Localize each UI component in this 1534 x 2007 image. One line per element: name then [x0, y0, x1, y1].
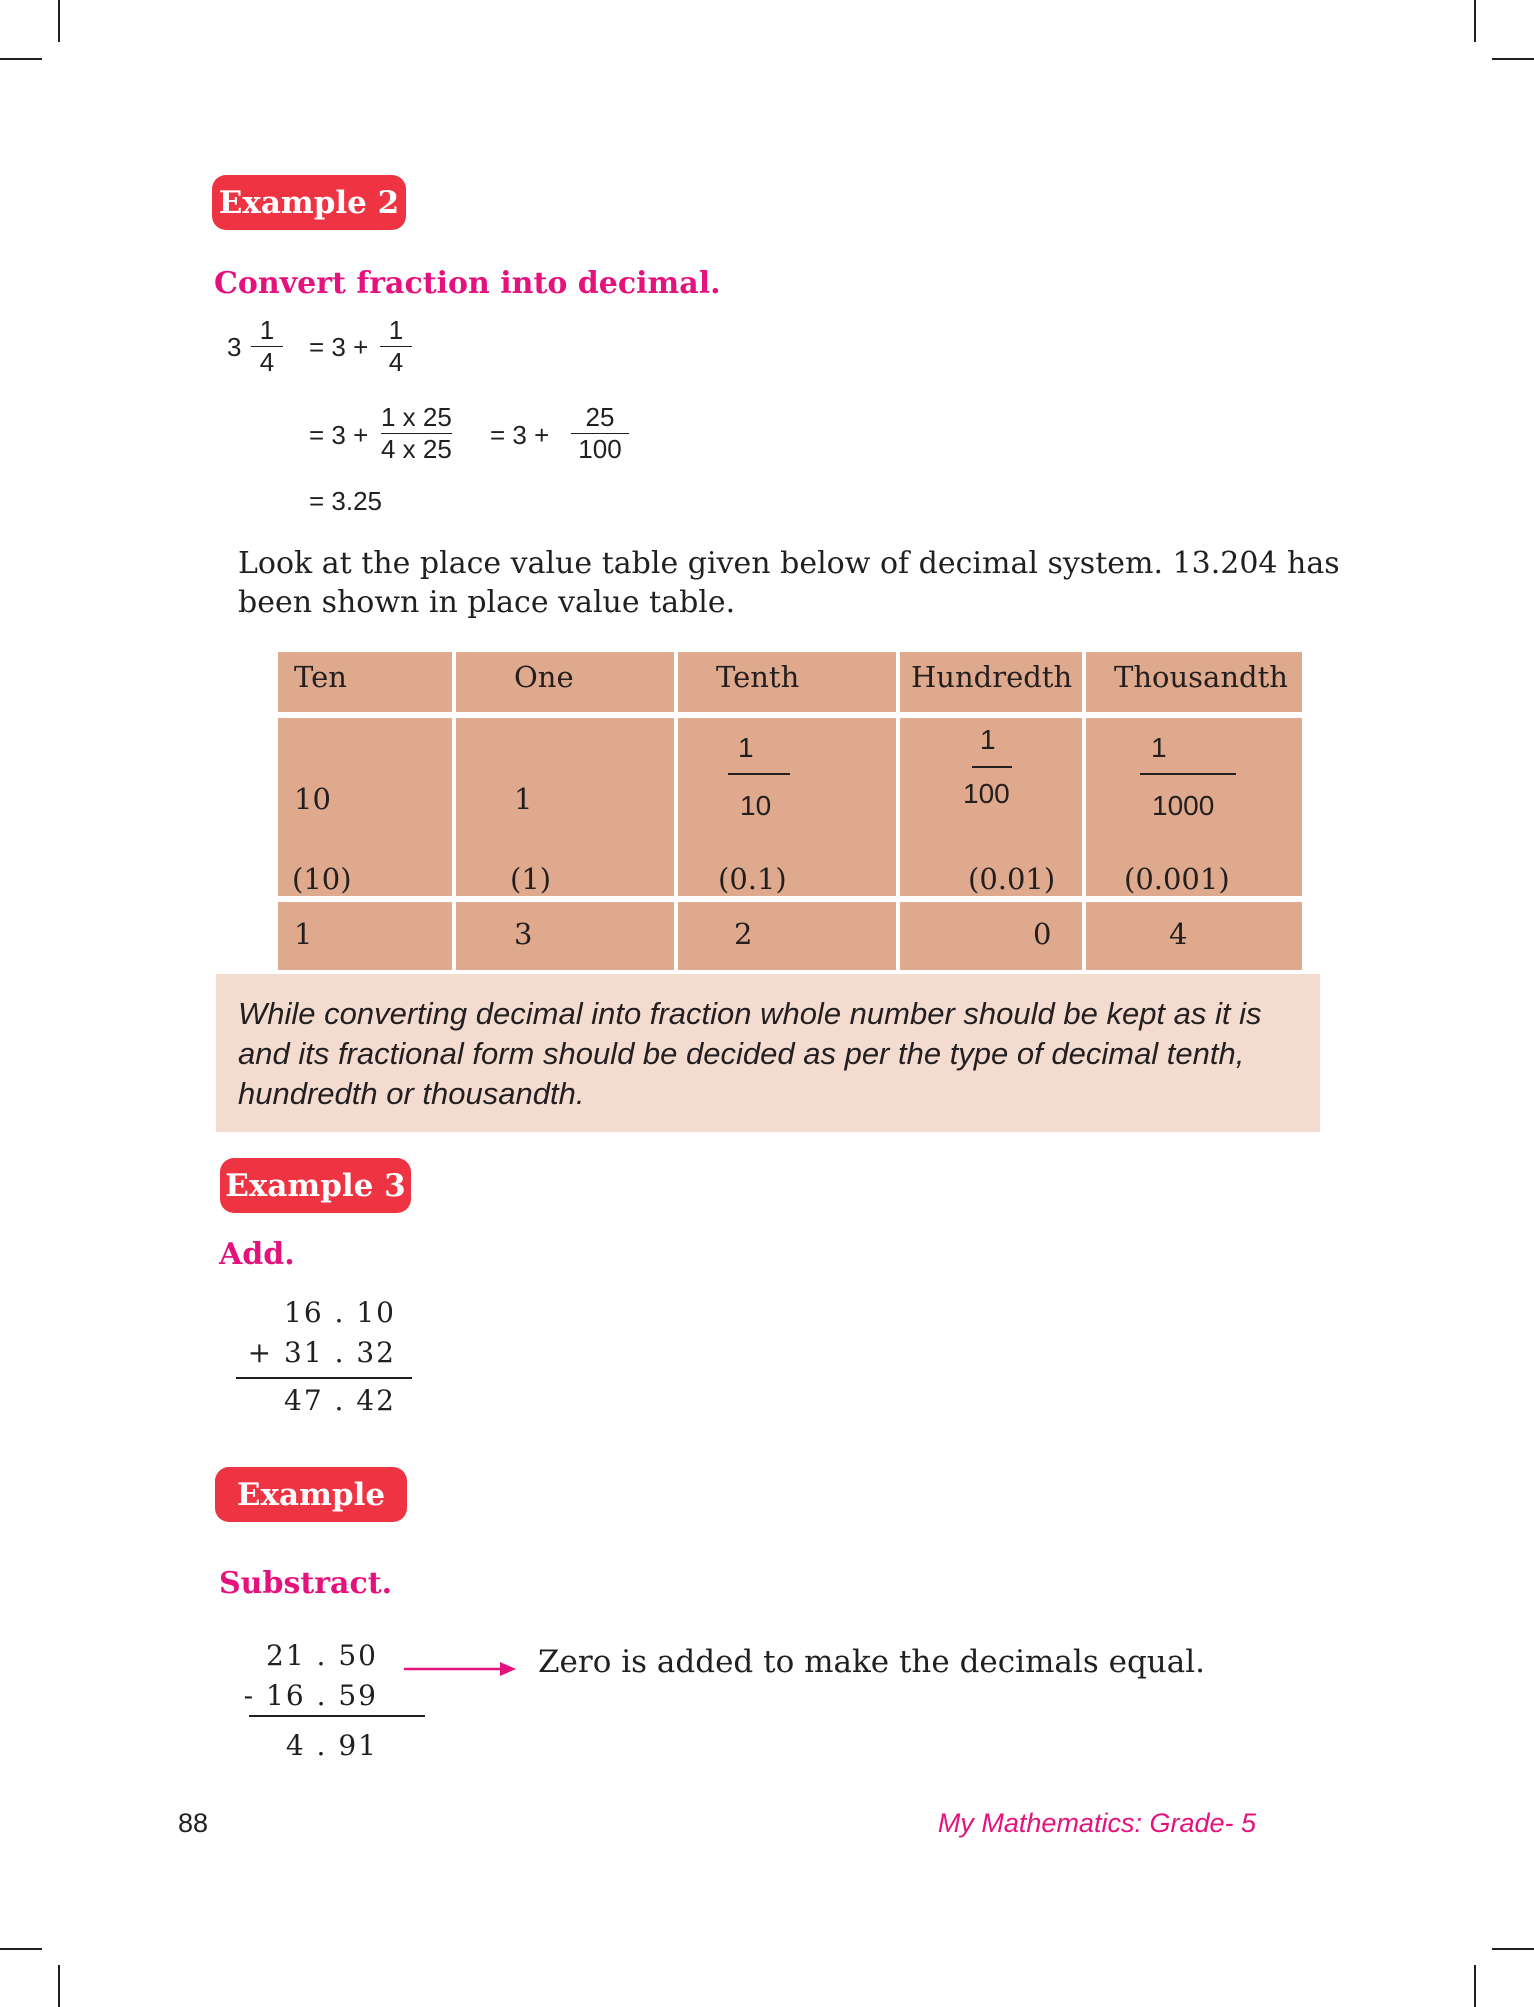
fraction-step-2: [381, 403, 452, 463]
mixed-fraction: [251, 316, 283, 376]
header-thousandth: Thousandth: [1114, 660, 1288, 694]
value-tenth-denominator: 10: [740, 790, 772, 821]
intro-text-line-1: Look at the place value table given below of decimal system. 13.204 has: [238, 546, 1340, 581]
digit-thousandth: 4: [1169, 917, 1188, 951]
header-tenth: Tenth: [716, 660, 800, 694]
subtraction-note: Zero is added to make the decimals equal.: [538, 1644, 1205, 1680]
decimal-ten: (10): [292, 862, 352, 896]
crop-mark-br-h: [1492, 1948, 1534, 1950]
decimal-thousandth: (0.001): [1124, 862, 1230, 896]
subtraction-line-1: 21 . 50: [266, 1639, 378, 1672]
digit-one: 3: [514, 917, 533, 951]
value-thousandth-denominator: 1000: [1152, 790, 1215, 821]
table-digit-cell-hundredth: [900, 902, 1082, 970]
decimal-result: = 3.25: [309, 486, 383, 516]
example-3-badge: Example 3: [220, 1158, 411, 1213]
conversion-note-box: [216, 974, 1320, 1132]
table-value-cell-tenth: [678, 718, 896, 896]
conversion-note-text: While converting decimal into fraction whole number should be kept as it is and its fractional form should be decided as per the type of decimal tenth, hundredth or thousandth.: [238, 996, 1262, 1111]
digit-hundredth: 0: [1033, 917, 1052, 951]
crop-mark-bl-h: [0, 1948, 42, 1950]
fraction-step-2-numerator: 1 x 25: [381, 402, 452, 432]
fraction-step-3-numerator: 25: [585, 402, 615, 432]
value-thousandth-numerator: 1: [1151, 732, 1167, 763]
fraction-step-1-denominator: 4: [388, 347, 404, 377]
mixed-fraction-denominator: 4: [259, 347, 275, 377]
table-value-cell-one: [456, 718, 674, 896]
value-hundredth-denominator: 100: [963, 778, 1010, 809]
addition-line-1: 16 . 10: [284, 1296, 396, 1329]
header-ten: Ten: [294, 660, 347, 694]
right-arrow-icon: [404, 1659, 516, 1679]
example-4-heading: Substract.: [219, 1566, 393, 1601]
fraction-step-1-numerator: 1: [388, 315, 404, 345]
value-hundredth-bar: [972, 766, 1012, 768]
mixed-whole: 3: [227, 332, 242, 362]
page-number: 88: [178, 1808, 209, 1838]
subtraction-line-2: - 16 . 59: [243, 1679, 378, 1712]
crop-mark-bl-v: [58, 1965, 60, 2007]
crop-mark-tr-h: [1492, 58, 1534, 60]
example-4-badge: Example: [215, 1467, 407, 1522]
addition-line-2: + 31 . 32: [247, 1336, 396, 1369]
value-one: 1: [514, 782, 533, 816]
fraction-step-3: [571, 403, 629, 463]
crop-mark-tl-v: [58, 0, 60, 42]
addition-result-line: [236, 1377, 412, 1379]
equals-step-2: = 3 +: [309, 420, 369, 450]
decimal-hundredth: (0.01): [968, 862, 1056, 896]
fraction-step-3-denominator: 100: [578, 434, 622, 464]
decimal-one: (1): [510, 862, 552, 896]
table-digit-cell-one: [456, 902, 674, 970]
digit-ten: 1: [294, 917, 313, 951]
table-digit-cell-tenth: [678, 902, 896, 970]
crop-mark-br-v: [1474, 1965, 1476, 2007]
value-thousandth-bar: [1140, 773, 1236, 775]
value-ten: 10: [294, 782, 331, 816]
fraction-step-2-denominator: 4 x 25: [381, 434, 452, 464]
digit-tenth: 2: [734, 917, 753, 951]
equals-step-3: = 3 +: [490, 420, 550, 450]
crop-mark-tl-h: [0, 58, 42, 60]
fraction-step-1: [380, 316, 412, 376]
subtraction-result-line: [249, 1715, 425, 1717]
example-2-heading: Convert fraction into decimal.: [214, 266, 721, 301]
book-title: My Mathematics: Grade- 5: [937, 1808, 1256, 1838]
example-3-heading: Add.: [219, 1237, 295, 1272]
intro-text-line-2: been shown in place value table.: [238, 585, 736, 620]
value-tenth-bar: [728, 773, 790, 775]
value-tenth-numerator: 1: [738, 732, 754, 763]
header-one: One: [514, 660, 574, 694]
example-2-badge: Example 2: [212, 175, 406, 230]
equals-step-1: = 3 +: [309, 332, 369, 362]
decimal-tenth: (0.1): [718, 862, 787, 896]
mixed-fraction-numerator: 1: [259, 315, 275, 345]
subtraction-result: 4 . 91: [285, 1729, 378, 1762]
value-hundredth-numerator: 1: [980, 724, 996, 755]
addition-result: 47 . 42: [284, 1384, 396, 1417]
table-digit-cell-thousandth: [1086, 902, 1302, 970]
header-hundredth: Hundredth: [911, 660, 1073, 694]
crop-mark-tr-v: [1474, 0, 1476, 42]
